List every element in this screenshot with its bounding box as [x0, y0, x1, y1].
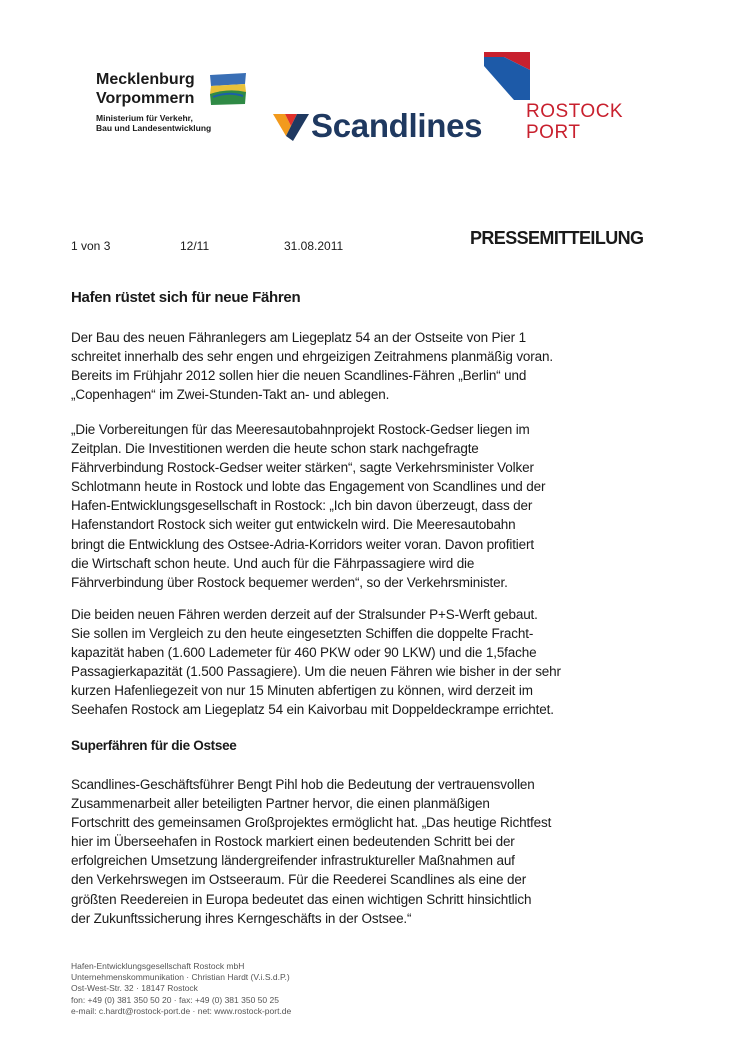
article-subheading: Superfähren für die Ostsee — [71, 738, 237, 753]
mv-logo-line-3: Ministerium für Verkehr, — [96, 113, 193, 123]
article-paragraph-4: Scandlines-Geschäftsführer Bengt Pihl hob die Bedeutung der vertrauensvollen Zusammenarbeit aller beteiligten Partner hervor, die einen planmäßigen Fortschritt des gemeinsamen Großprojektes ermöglicht hat. „Das heutige Richtfest hier im Überseehafen in Rostock markiert einen bedeutenden Schritt bei der erfolgreichen Umsetzung ländergreifender infrastruktureller Maßnahmen auf den Verkehrswegen im Ostseeraum. Für die Reederei Scandlines als eine der größten Reedereien in Europa bedeutet das einen wichtigen Schritt hinsichtlich der Zukunftssicherung ihres Kerngeschäfts in der Ostsee.“ — [71, 777, 552, 926]
mv-logo-line-2: Vorpommern — [96, 90, 195, 107]
mv-logo-line-4: Bau und Landesentwicklung — [96, 123, 212, 133]
scandlines-wordmark: Scandlines — [311, 107, 483, 144]
article-headline: Hafen rüstet sich für neue Fähren — [71, 289, 301, 306]
mv-logo-line-1: Mecklenburg — [96, 71, 195, 88]
footer-contact-block: Hafen-Entwicklungsgesellschaft Rostock mbH Unternehmenskommunikation · Christian Hardt (V.i.S.d.P.) Ost-West-Str. 32 · 18147 Rostock fon: +49 (0) 381 350 50 20 · fax: +49 (0) 381 350 50 25 e-mail: c.hardt@rostock-port.de · net: www.rostock-port.de — [71, 961, 292, 1016]
article-paragraph-3: Die beiden neuen Fähren werden derzeit auf der Stralsunder P+S-Werft gebaut. Sie sollen im Vergleich zu den heute eingesetzten Schiffen die doppelte Fracht- kapazität haben (1.600 Lademeter für 460 PKW oder 90 LKW) und die 1,5fache Passagierkapazität (1.500 Passagiere). Um die neuen Fähren wie bisher in der sehr kurzen Hafenliegezeit von nur 15 Minuten abfertigen zu können, wird derzeit im Seehafen Rostock am Liegeplatz 54 ein Kaivorbau mit Doppeldeckrampe errichtet. — [71, 607, 561, 718]
rostock-port-line-2: PORT — [526, 122, 581, 143]
press-release-label: PRESSEMITTEILUNG — [470, 228, 644, 248]
article-paragraph-2: „Die Vorbereitungen für das Meeresautobahnprojekt Rostock-Gedser liegen im Zeitplan. Die Investitionen werden die heute schon stark nachgefragte Fährverbindung Rostock-Gedser weiter stärken“, sagte Verkehrsminister Volker Schlotmann heute in Rostock und lobte das Engagement von Scandlines und der Hafen-Entwicklungsgesellschaft in Rostock: „Ich bin davon überzeugt, dass der Hafenstandort Rostock sich weiter gut entwickeln wird. Die Meeresautobahn bringt die Entwicklung des Ostsee-Adria-Korridors weiter voran. Davon profitiert die Wirtschaft schon heute. Und auch für die Fährpassagiere wird die Fährverbindung über Rostock bequemer werden“, so der Verkehrsminister. — [71, 422, 546, 590]
rostock-port-line-1: ROSTOCK — [526, 101, 624, 122]
document-date: 31.08.2011 — [284, 239, 344, 253]
rostock-port-flag-icon — [484, 52, 530, 102]
scandlines-v-icon — [273, 112, 309, 142]
mv-landscape-emblem-icon — [208, 72, 248, 106]
article-paragraph-1: Der Bau des neuen Fähranlegers am Liegeplatz 54 an der Ostseite von Pier 1 schreitet innerhalb des sehr engen und ehrgeizigen Zeitrahmens planmäßig voran. Bereits im Frühjahr 2012 sollen hier die neuen Scandlines-Fähren „Berlin“ und „Copenhagen“ im Zwei-Stunden-Takt an- und ablegen. — [71, 330, 553, 403]
mv-ministry-logo — [96, 70, 261, 140]
page-count: 1 von 3 — [71, 239, 111, 253]
scandlines-logo — [273, 106, 493, 146]
rostock-port-logo — [484, 52, 624, 148]
document-number: 12/11 — [180, 239, 210, 253]
